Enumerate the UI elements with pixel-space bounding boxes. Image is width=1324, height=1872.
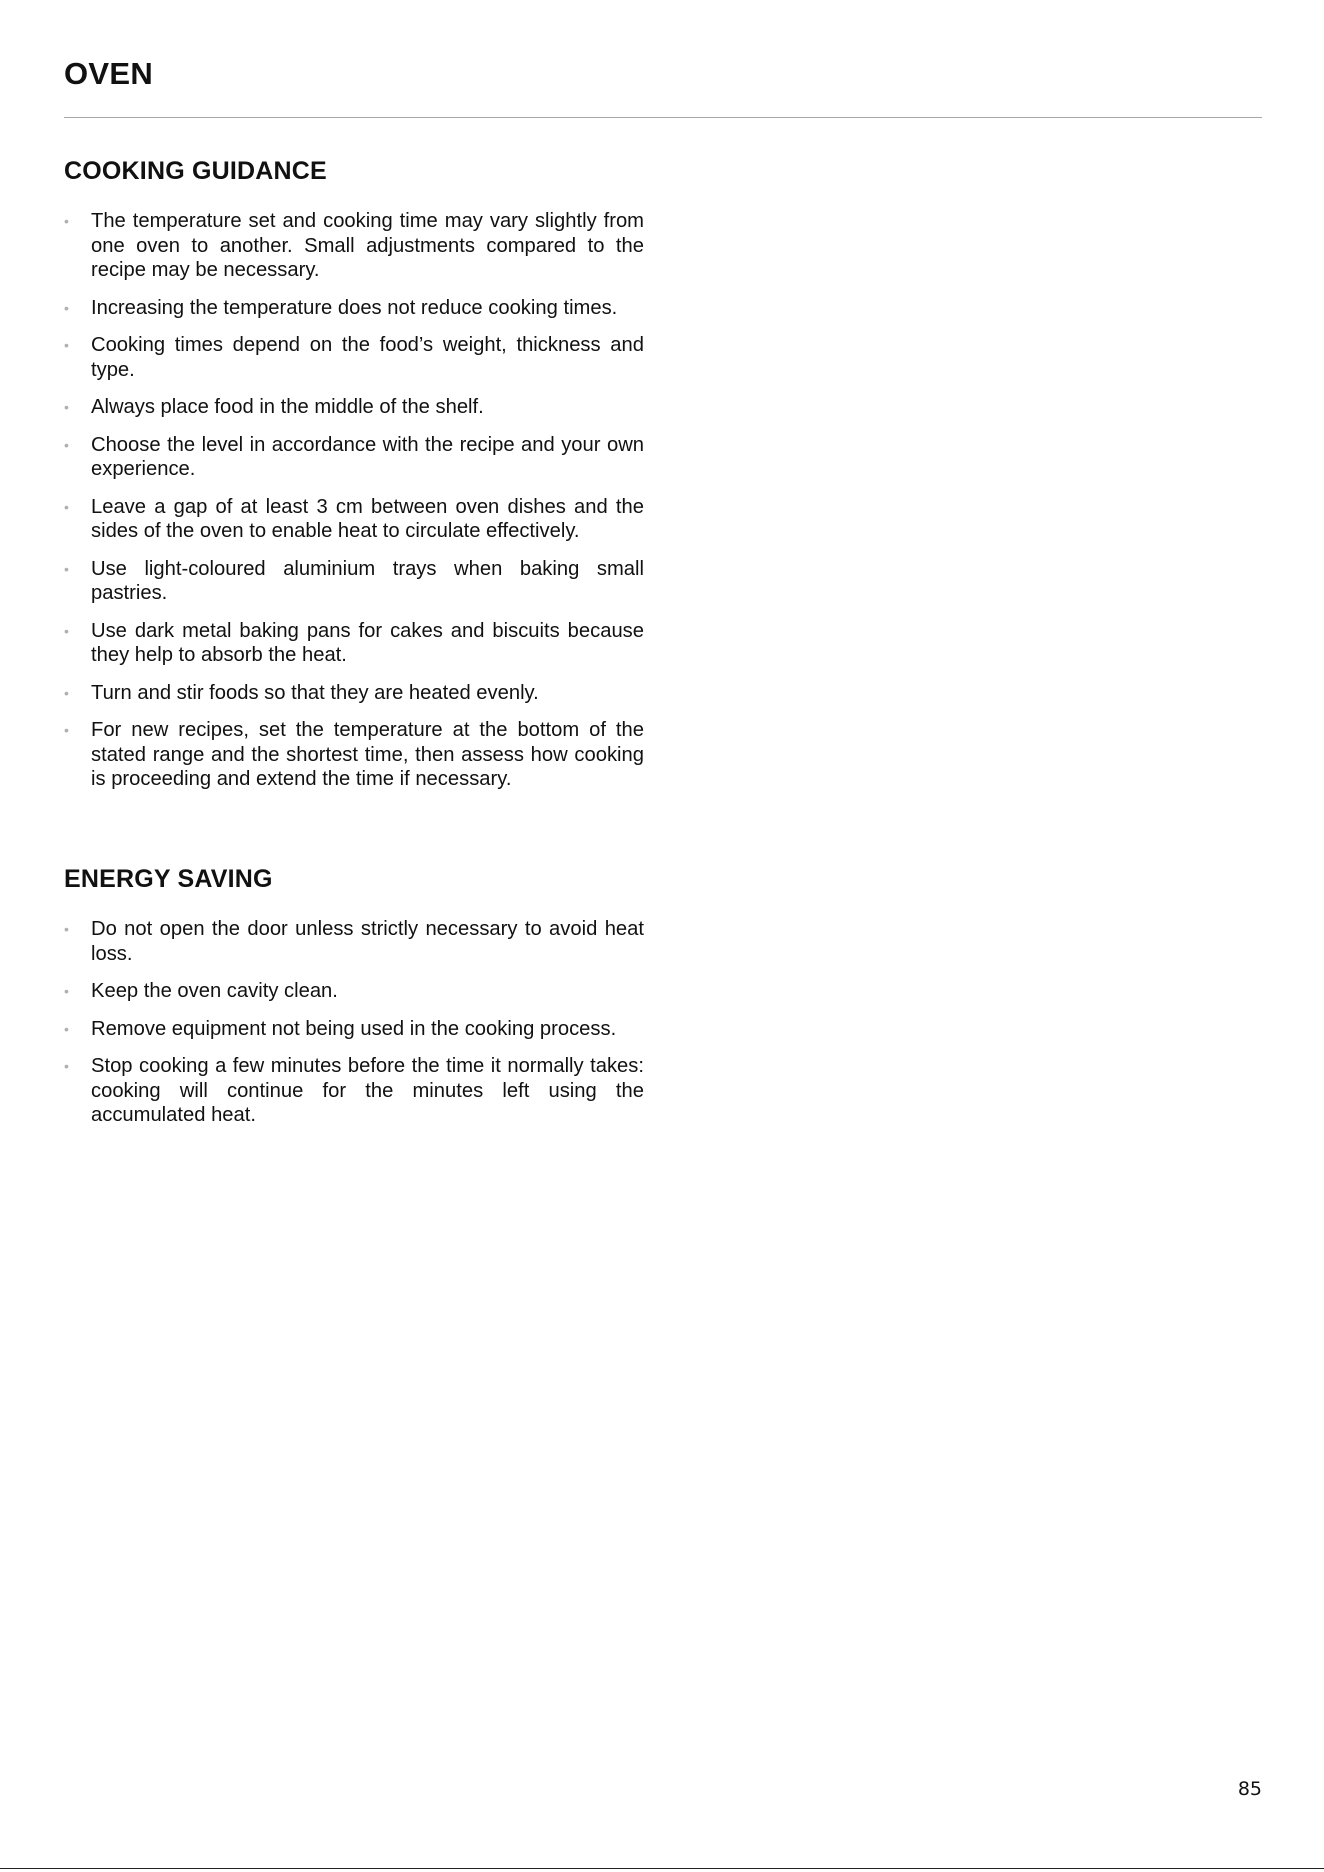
list-item bbox=[64, 1017, 644, 1042]
page-title: OVEN bbox=[64, 56, 154, 91]
list-item-text: Keep the oven cavity clean. bbox=[91, 980, 338, 1002]
list-item-text: Choose the level in accordance with the recipe and your own experience. bbox=[91, 433, 644, 480]
bullet-icon: • bbox=[64, 399, 69, 415]
list-item-text: Use light-coloured aluminium trays when baking small pastries. bbox=[91, 557, 644, 604]
bullet-icon: • bbox=[64, 983, 69, 999]
cooking-guidance-heading: COOKING GUIDANCE bbox=[64, 157, 327, 185]
list-item bbox=[64, 681, 644, 706]
list-item-text: Do not open the door unless strictly necessary to avoid heat loss. bbox=[91, 918, 644, 965]
bullet-icon: • bbox=[64, 684, 69, 701]
list-item bbox=[64, 979, 644, 1004]
list-item-text: Remove equipment not being used in the cooking process. bbox=[91, 1017, 617, 1040]
header-divider bbox=[64, 117, 1262, 118]
bullet-icon: • bbox=[64, 722, 69, 738]
list-item bbox=[64, 333, 644, 382]
list-item-text: Always place food in the middle of the shelf. bbox=[91, 396, 484, 418]
list-item-text: For new recipes, set the temperature at the bottom of the stated range and the shortest time, then assess how cooking is proceeding and extend the time if necessary. bbox=[91, 719, 644, 790]
bullet-icon: • bbox=[64, 337, 69, 353]
list-item bbox=[64, 557, 644, 606]
list-item bbox=[64, 619, 644, 668]
list-item-text: Leave a gap of at least 3 cm between oven dishes and the sides of the oven to enable heat to circulate effectively. bbox=[91, 495, 644, 542]
bullet-icon: • bbox=[64, 1058, 69, 1074]
bullet-icon: • bbox=[64, 622, 69, 639]
bottom-divider bbox=[0, 1868, 1324, 1869]
energy-saving-section bbox=[64, 863, 644, 1141]
list-item bbox=[64, 209, 644, 283]
bullet-icon: • bbox=[64, 921, 69, 937]
bullet-icon: • bbox=[64, 213, 69, 229]
list-item bbox=[64, 395, 644, 420]
bullet-icon: • bbox=[64, 560, 69, 577]
list-item-text: Increasing the temperature does not reduce cooking times. bbox=[91, 296, 618, 319]
list-item bbox=[64, 433, 644, 482]
bullet-icon: • bbox=[64, 436, 69, 453]
list-item-text: The temperature set and cooking time may vary slightly from one oven to another. Small adjustments compared to the recipe may be necessary. bbox=[91, 210, 644, 281]
list-item bbox=[64, 718, 644, 792]
list-item bbox=[64, 296, 644, 321]
list-item bbox=[64, 495, 644, 544]
bullet-icon: • bbox=[64, 1020, 69, 1037]
list-item bbox=[64, 1054, 644, 1128]
energy-saving-heading: ENERGY SAVING bbox=[64, 865, 273, 893]
list-item-text: Cooking times depend on the food’s weight, thickness and type. bbox=[91, 334, 644, 381]
list-item-text: Turn and stir foods so that they are heated evenly. bbox=[91, 681, 539, 704]
cooking-guidance-section bbox=[64, 155, 644, 805]
energy-saving-list bbox=[64, 917, 644, 1128]
cooking-guidance-list bbox=[64, 209, 644, 792]
bullet-icon: • bbox=[64, 498, 69, 515]
list-item-text: Stop cooking a few minutes before the time it normally takes: cooking will continue for the minutes left using the accumulated heat. bbox=[91, 1055, 644, 1126]
page-number: 85 bbox=[1237, 1778, 1262, 1800]
list-item-text: Use dark metal baking pans for cakes and biscuits because they help to absorb the heat. bbox=[91, 619, 644, 666]
list-item bbox=[64, 917, 644, 966]
bullet-icon: • bbox=[64, 299, 69, 316]
